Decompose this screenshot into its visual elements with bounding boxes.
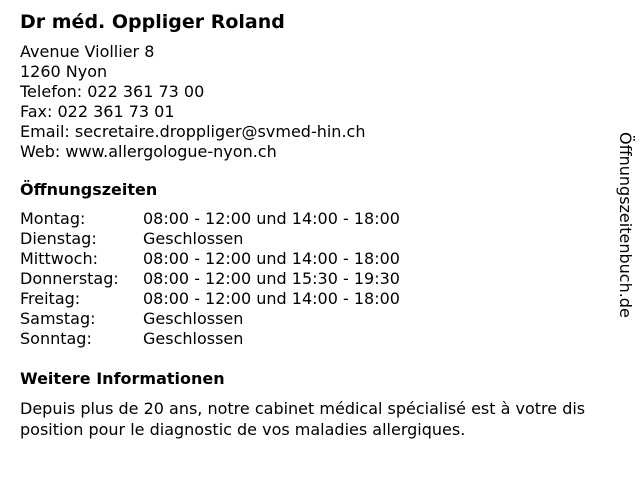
day-label: Freitag: — [20, 289, 81, 308]
day-label: Dienstag: — [20, 229, 97, 248]
day-hours: Geschlossen — [143, 309, 244, 328]
address-city: 1260 Nyon — [20, 62, 108, 81]
hours-row-tuesday — [20, 229, 605, 249]
day-label: Donnerstag: — [20, 269, 119, 288]
day-label: Montag: — [20, 209, 86, 228]
hours-row-sunday — [20, 329, 605, 349]
day-label: Mittwoch: — [20, 249, 98, 268]
hours-row-wednesday — [20, 249, 605, 269]
day-hours: 08:00 - 12:00 und 14:00 - 18:00 — [143, 249, 400, 268]
more-info-heading: Weitere Informationen — [20, 369, 225, 388]
address-street: Avenue Viollier 8 — [20, 42, 155, 61]
day-label: Sonntag: — [20, 329, 92, 348]
opening-hours-table — [20, 209, 605, 349]
phone-number: Telefon: 022 361 73 00 — [20, 82, 205, 101]
brand-watermark: Öffnungszeitenbuch.de — [616, 132, 635, 318]
hours-row-saturday — [20, 309, 605, 329]
website: Web: www.allergologue-nyon.ch — [20, 142, 277, 161]
practice-name: Dr méd. Oppliger Roland — [20, 11, 285, 33]
practice-card — [20, 10, 605, 440]
day-hours: 08:00 - 12:00 und 14:00 - 18:00 — [143, 289, 400, 308]
hours-row-friday — [20, 289, 605, 309]
day-hours: 08:00 - 12:00 und 14:00 - 18:00 — [143, 209, 400, 228]
hours-row-thursday — [20, 269, 605, 289]
fax-number: Fax: 022 361 73 01 — [20, 102, 175, 121]
day-hours: Geschlossen — [143, 229, 244, 248]
opening-hours-heading: Öffnungszeiten — [20, 180, 158, 199]
email-address: Email: secretaire.droppliger@svmed-hin.ch — [20, 122, 366, 141]
more-info-text: Depuis plus de 20 ans, notre cabinet médical spécialisé est à votre disposition pour le diagnostic de vos maladies allergiques. — [20, 399, 586, 439]
contact-details — [20, 42, 605, 162]
hours-row-monday — [20, 209, 605, 229]
day-label: Samstag: — [20, 309, 96, 328]
day-hours: Geschlossen — [143, 329, 244, 348]
day-hours: 08:00 - 12:00 und 15:30 - 19:30 — [143, 269, 400, 288]
